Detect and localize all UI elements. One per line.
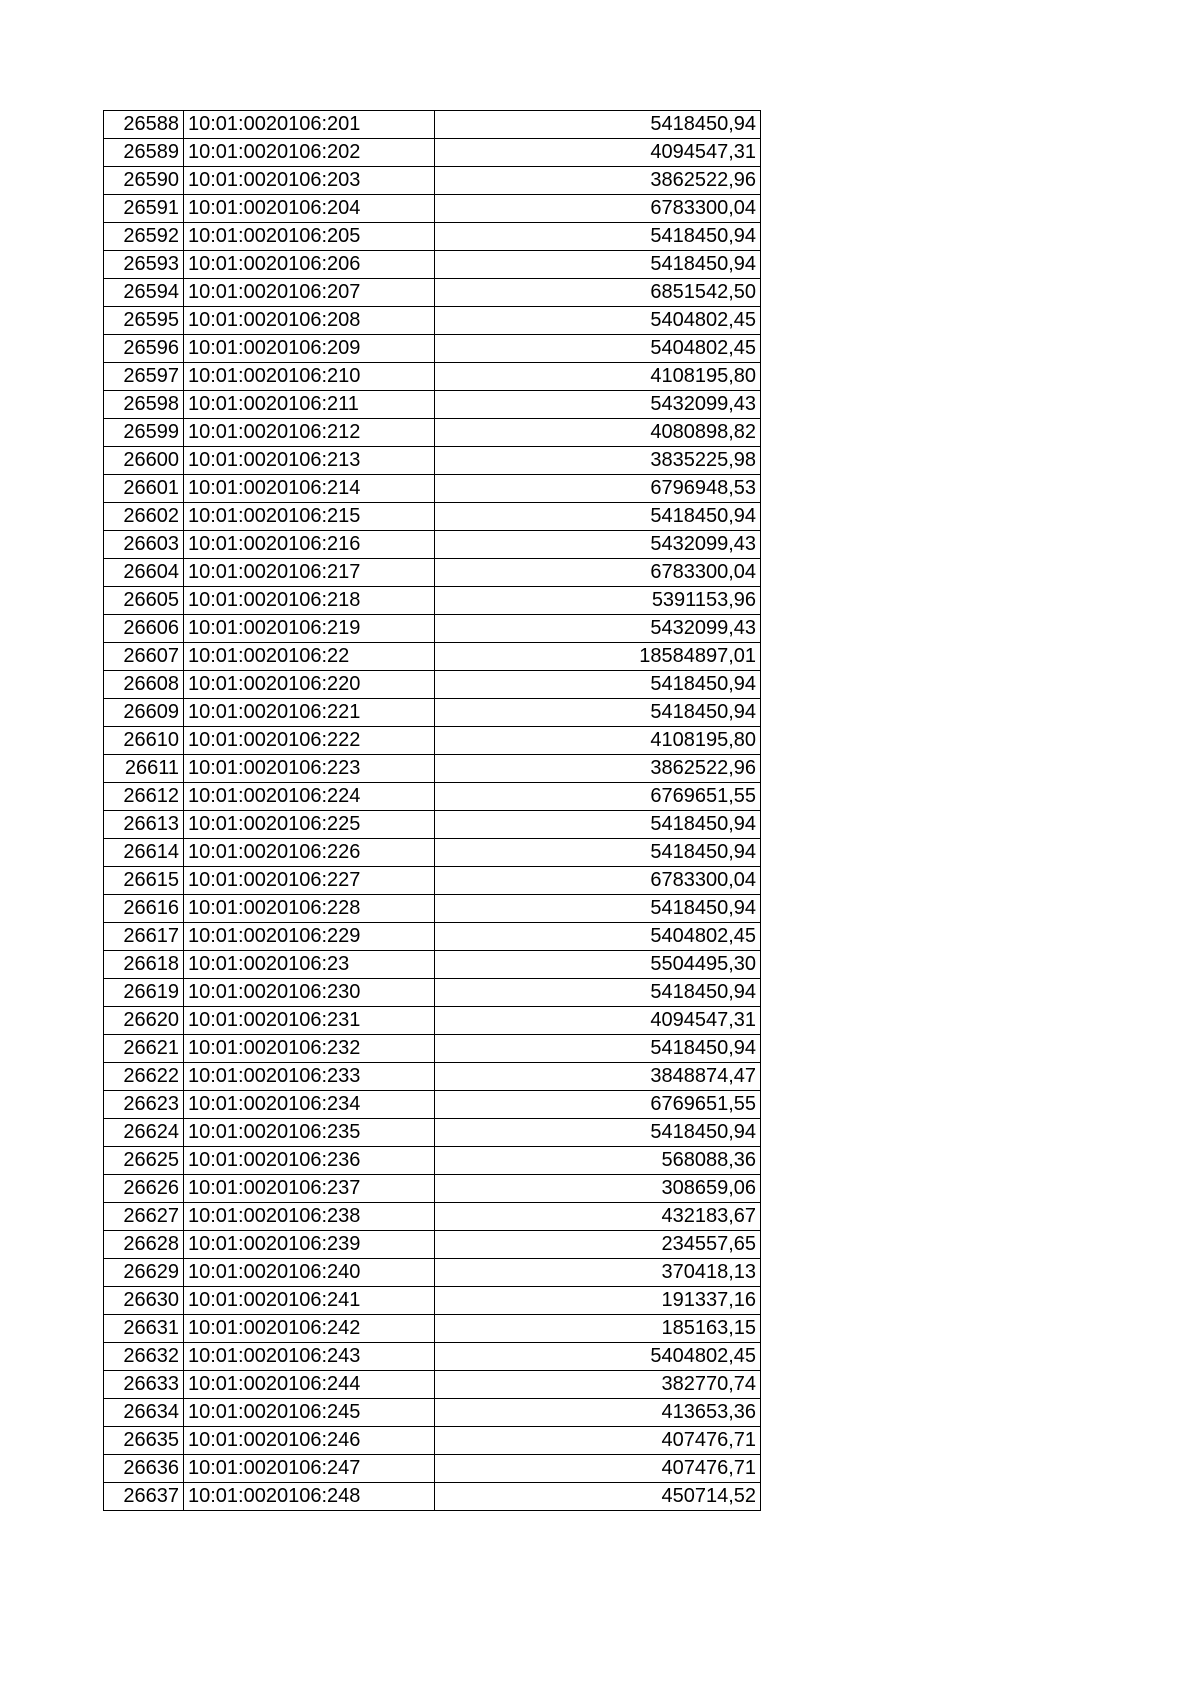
value-cell: 6851542,50 xyxy=(435,279,761,307)
row-number-cell: 26596 xyxy=(104,335,184,363)
cadastral-number-cell: 10:01:0020106:245 xyxy=(184,1399,435,1427)
table-row xyxy=(104,1343,761,1371)
row-number-cell: 26616 xyxy=(104,895,184,923)
table-row xyxy=(104,587,761,615)
row-number-cell: 26591 xyxy=(104,195,184,223)
cadastral-number-cell: 10:01:0020106:246 xyxy=(184,1427,435,1455)
table-row xyxy=(104,1399,761,1427)
row-number-cell: 26618 xyxy=(104,951,184,979)
cadastral-number-cell: 10:01:0020106:208 xyxy=(184,307,435,335)
table-row xyxy=(104,503,761,531)
table-row xyxy=(104,1091,761,1119)
table-row xyxy=(104,475,761,503)
table-row xyxy=(104,279,761,307)
value-cell: 308659,06 xyxy=(435,1175,761,1203)
value-cell: 4108195,80 xyxy=(435,363,761,391)
table-row xyxy=(104,1455,761,1483)
cadastral-number-cell: 10:01:0020106:244 xyxy=(184,1371,435,1399)
row-number-cell: 26610 xyxy=(104,727,184,755)
value-cell: 5418450,94 xyxy=(435,503,761,531)
table-row xyxy=(104,559,761,587)
value-cell: 6796948,53 xyxy=(435,475,761,503)
row-number-cell: 26628 xyxy=(104,1231,184,1259)
cadastral-number-cell: 10:01:0020106:227 xyxy=(184,867,435,895)
cadastral-number-cell: 10:01:0020106:228 xyxy=(184,895,435,923)
row-number-cell: 26602 xyxy=(104,503,184,531)
table-row xyxy=(104,111,761,139)
cadastral-number-cell: 10:01:0020106:213 xyxy=(184,447,435,475)
cadastral-number-cell: 10:01:0020106:202 xyxy=(184,139,435,167)
row-number-cell: 26589 xyxy=(104,139,184,167)
cadastral-number-cell: 10:01:0020106:22 xyxy=(184,643,435,671)
row-number-cell: 26635 xyxy=(104,1427,184,1455)
value-cell: 4094547,31 xyxy=(435,139,761,167)
row-number-cell: 26630 xyxy=(104,1287,184,1315)
table-row xyxy=(104,1035,761,1063)
cadastral-number-cell: 10:01:0020106:225 xyxy=(184,811,435,839)
row-number-cell: 26600 xyxy=(104,447,184,475)
value-cell: 6769651,55 xyxy=(435,783,761,811)
table-row xyxy=(104,363,761,391)
row-number-cell: 26615 xyxy=(104,867,184,895)
cadastral-number-cell: 10:01:0020106:207 xyxy=(184,279,435,307)
value-cell: 5404802,45 xyxy=(435,923,761,951)
cadastral-number-cell: 10:01:0020106:217 xyxy=(184,559,435,587)
table-row xyxy=(104,643,761,671)
value-cell: 4080898,82 xyxy=(435,419,761,447)
cadastral-number-cell: 10:01:0020106:211 xyxy=(184,391,435,419)
row-number-cell: 26595 xyxy=(104,307,184,335)
value-cell: 432183,67 xyxy=(435,1203,761,1231)
cadastral-number-cell: 10:01:0020106:241 xyxy=(184,1287,435,1315)
table-row xyxy=(104,1119,761,1147)
row-number-cell: 26622 xyxy=(104,1063,184,1091)
table-row xyxy=(104,1007,761,1035)
value-cell: 185163,15 xyxy=(435,1315,761,1343)
cadastral-number-cell: 10:01:0020106:206 xyxy=(184,251,435,279)
cadastral-number-cell: 10:01:0020106:204 xyxy=(184,195,435,223)
cadastral-number-cell: 10:01:0020106:226 xyxy=(184,839,435,867)
value-cell: 5504495,30 xyxy=(435,951,761,979)
row-number-cell: 26599 xyxy=(104,419,184,447)
row-number-cell: 26620 xyxy=(104,1007,184,1035)
row-number-cell: 26598 xyxy=(104,391,184,419)
cadastral-number-cell: 10:01:0020106:23 xyxy=(184,951,435,979)
value-cell: 3835225,98 xyxy=(435,447,761,475)
table-row xyxy=(104,727,761,755)
row-number-cell: 26625 xyxy=(104,1147,184,1175)
table-row xyxy=(104,1371,761,1399)
row-number-cell: 26608 xyxy=(104,671,184,699)
value-cell: 3862522,96 xyxy=(435,167,761,195)
cadastral-number-cell: 10:01:0020106:229 xyxy=(184,923,435,951)
row-number-cell: 26609 xyxy=(104,699,184,727)
row-number-cell: 26621 xyxy=(104,1035,184,1063)
value-cell: 5418450,94 xyxy=(435,979,761,1007)
value-cell: 5418450,94 xyxy=(435,223,761,251)
row-number-cell: 26590 xyxy=(104,167,184,195)
table-body xyxy=(104,111,761,1511)
table-row xyxy=(104,923,761,951)
table-row xyxy=(104,615,761,643)
cadastral-number-cell: 10:01:0020106:248 xyxy=(184,1483,435,1511)
row-number-cell: 26604 xyxy=(104,559,184,587)
table-row xyxy=(104,699,761,727)
table-row xyxy=(104,951,761,979)
cadastral-value-table xyxy=(103,110,761,1511)
row-number-cell: 26634 xyxy=(104,1399,184,1427)
row-number-cell: 26629 xyxy=(104,1259,184,1287)
value-cell: 450714,52 xyxy=(435,1483,761,1511)
table-row xyxy=(104,1287,761,1315)
table-row xyxy=(104,1063,761,1091)
table-row xyxy=(104,979,761,1007)
cadastral-number-cell: 10:01:0020106:235 xyxy=(184,1119,435,1147)
value-cell: 4108195,80 xyxy=(435,727,761,755)
cadastral-number-cell: 10:01:0020106:231 xyxy=(184,1007,435,1035)
table-row xyxy=(104,839,761,867)
value-cell: 407476,71 xyxy=(435,1427,761,1455)
cadastral-number-cell: 10:01:0020106:210 xyxy=(184,363,435,391)
value-cell: 5418450,94 xyxy=(435,699,761,727)
table-row xyxy=(104,251,761,279)
row-number-cell: 26612 xyxy=(104,783,184,811)
table-row xyxy=(104,671,761,699)
table-row xyxy=(104,335,761,363)
value-cell: 4094547,31 xyxy=(435,1007,761,1035)
cadastral-number-cell: 10:01:0020106:201 xyxy=(184,111,435,139)
value-cell: 568088,36 xyxy=(435,1147,761,1175)
cadastral-number-cell: 10:01:0020106:243 xyxy=(184,1343,435,1371)
value-cell: 6783300,04 xyxy=(435,195,761,223)
value-cell: 5418450,94 xyxy=(435,251,761,279)
value-cell: 407476,71 xyxy=(435,1455,761,1483)
table-row xyxy=(104,895,761,923)
row-number-cell: 26627 xyxy=(104,1203,184,1231)
value-cell: 5404802,45 xyxy=(435,1343,761,1371)
cadastral-number-cell: 10:01:0020106:216 xyxy=(184,531,435,559)
table-row xyxy=(104,419,761,447)
row-number-cell: 26593 xyxy=(104,251,184,279)
cadastral-number-cell: 10:01:0020106:242 xyxy=(184,1315,435,1343)
cadastral-number-cell: 10:01:0020106:238 xyxy=(184,1203,435,1231)
value-cell: 5418450,94 xyxy=(435,671,761,699)
row-number-cell: 26623 xyxy=(104,1091,184,1119)
table-row xyxy=(104,755,761,783)
value-cell: 3862522,96 xyxy=(435,755,761,783)
value-cell: 370418,13 xyxy=(435,1259,761,1287)
table-row xyxy=(104,1147,761,1175)
cadastral-number-cell: 10:01:0020106:220 xyxy=(184,671,435,699)
value-cell: 6783300,04 xyxy=(435,867,761,895)
table-row xyxy=(104,195,761,223)
value-cell: 5418450,94 xyxy=(435,1035,761,1063)
table-row xyxy=(104,1203,761,1231)
value-cell: 413653,36 xyxy=(435,1399,761,1427)
row-number-cell: 26633 xyxy=(104,1371,184,1399)
cadastral-number-cell: 10:01:0020106:237 xyxy=(184,1175,435,1203)
table-row xyxy=(104,783,761,811)
row-number-cell: 26606 xyxy=(104,615,184,643)
row-number-cell: 26605 xyxy=(104,587,184,615)
row-number-cell: 26601 xyxy=(104,475,184,503)
cadastral-number-cell: 10:01:0020106:232 xyxy=(184,1035,435,1063)
value-cell: 234557,65 xyxy=(435,1231,761,1259)
table-row xyxy=(104,1427,761,1455)
cadastral-number-cell: 10:01:0020106:224 xyxy=(184,783,435,811)
cadastral-number-cell: 10:01:0020106:247 xyxy=(184,1455,435,1483)
table-row xyxy=(104,1175,761,1203)
value-cell: 5418450,94 xyxy=(435,1119,761,1147)
cadastral-number-cell: 10:01:0020106:234 xyxy=(184,1091,435,1119)
row-number-cell: 26617 xyxy=(104,923,184,951)
value-cell: 5418450,94 xyxy=(435,895,761,923)
value-cell: 5432099,43 xyxy=(435,531,761,559)
table-row xyxy=(104,1483,761,1511)
table-row xyxy=(104,139,761,167)
table-row xyxy=(104,167,761,195)
value-cell: 191337,16 xyxy=(435,1287,761,1315)
row-number-cell: 26632 xyxy=(104,1343,184,1371)
cadastral-number-cell: 10:01:0020106:219 xyxy=(184,615,435,643)
row-number-cell: 26624 xyxy=(104,1119,184,1147)
value-cell: 18584897,01 xyxy=(435,643,761,671)
cadastral-number-cell: 10:01:0020106:205 xyxy=(184,223,435,251)
table-row xyxy=(104,1259,761,1287)
value-cell: 6769651,55 xyxy=(435,1091,761,1119)
table-row xyxy=(104,223,761,251)
row-number-cell: 26626 xyxy=(104,1175,184,1203)
row-number-cell: 26594 xyxy=(104,279,184,307)
value-cell: 5404802,45 xyxy=(435,307,761,335)
table-row xyxy=(104,307,761,335)
table-row xyxy=(104,447,761,475)
cadastral-number-cell: 10:01:0020106:218 xyxy=(184,587,435,615)
row-number-cell: 26597 xyxy=(104,363,184,391)
cadastral-number-cell: 10:01:0020106:223 xyxy=(184,755,435,783)
value-cell: 3848874,47 xyxy=(435,1063,761,1091)
row-number-cell: 26619 xyxy=(104,979,184,1007)
cadastral-number-cell: 10:01:0020106:209 xyxy=(184,335,435,363)
value-cell: 5391153,96 xyxy=(435,587,761,615)
cadastral-number-cell: 10:01:0020106:212 xyxy=(184,419,435,447)
value-cell: 5418450,94 xyxy=(435,811,761,839)
table-row xyxy=(104,1315,761,1343)
cadastral-number-cell: 10:01:0020106:236 xyxy=(184,1147,435,1175)
value-cell: 6783300,04 xyxy=(435,559,761,587)
row-number-cell: 26588 xyxy=(104,111,184,139)
value-cell: 5432099,43 xyxy=(435,615,761,643)
cadastral-number-cell: 10:01:0020106:215 xyxy=(184,503,435,531)
row-number-cell: 26614 xyxy=(104,839,184,867)
cadastral-number-cell: 10:01:0020106:214 xyxy=(184,475,435,503)
row-number-cell: 26636 xyxy=(104,1455,184,1483)
value-cell: 5418450,94 xyxy=(435,111,761,139)
table-row xyxy=(104,867,761,895)
row-number-cell: 26637 xyxy=(104,1483,184,1511)
row-number-cell: 26631 xyxy=(104,1315,184,1343)
cadastral-number-cell: 10:01:0020106:222 xyxy=(184,727,435,755)
cadastral-number-cell: 10:01:0020106:203 xyxy=(184,167,435,195)
cadastral-number-cell: 10:01:0020106:239 xyxy=(184,1231,435,1259)
row-number-cell: 26603 xyxy=(104,531,184,559)
row-number-cell: 26607 xyxy=(104,643,184,671)
value-cell: 5404802,45 xyxy=(435,335,761,363)
cadastral-number-cell: 10:01:0020106:230 xyxy=(184,979,435,1007)
value-cell: 5432099,43 xyxy=(435,391,761,419)
value-cell: 382770,74 xyxy=(435,1371,761,1399)
cadastral-number-cell: 10:01:0020106:221 xyxy=(184,699,435,727)
cadastral-number-cell: 10:01:0020106:240 xyxy=(184,1259,435,1287)
table-row xyxy=(104,1231,761,1259)
table-row xyxy=(104,531,761,559)
table-row xyxy=(104,811,761,839)
row-number-cell: 26611 xyxy=(104,755,184,783)
row-number-cell: 26613 xyxy=(104,811,184,839)
row-number-cell: 26592 xyxy=(104,223,184,251)
value-cell: 5418450,94 xyxy=(435,839,761,867)
cadastral-number-cell: 10:01:0020106:233 xyxy=(184,1063,435,1091)
table-row xyxy=(104,391,761,419)
